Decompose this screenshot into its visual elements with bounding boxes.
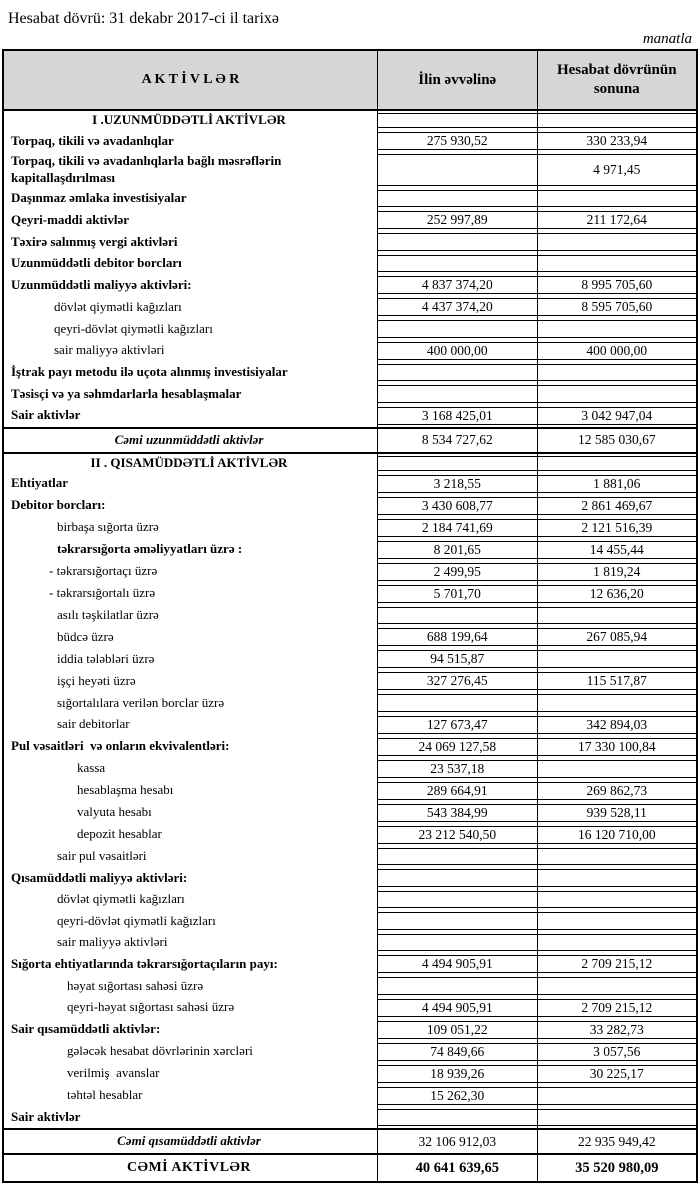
row-label: Sair aktivlər	[11, 1109, 81, 1125]
value-period-end-box: 2 861 469,67	[538, 497, 697, 515]
table-row	[4, 427, 696, 454]
value-period-end-box	[538, 1087, 697, 1105]
value-year-start-box: 289 664,91	[378, 782, 537, 800]
value-year-start-box: 127 673,47	[378, 716, 537, 734]
value-year-start-box	[378, 233, 537, 251]
value-period-end	[537, 362, 697, 384]
table-row	[4, 1128, 696, 1155]
value-year-start-box	[378, 607, 537, 625]
row-label: sair maliyyə aktivləri	[54, 342, 165, 358]
value-year-start	[377, 605, 537, 627]
value-period-end	[537, 296, 697, 318]
value-year-start	[377, 714, 537, 736]
value-year-start-box	[378, 694, 537, 712]
value-period-end-box	[538, 1109, 697, 1127]
row-label: Debitor borcları:	[11, 497, 106, 513]
value-period-end-box: 267 085,94	[538, 628, 697, 646]
value-period-end	[537, 495, 697, 517]
value-year-start	[377, 692, 537, 714]
table-row	[4, 318, 696, 340]
value-year-start-box: 15 262,30	[378, 1087, 537, 1105]
table-row	[4, 802, 696, 824]
value-year-start-box	[378, 934, 537, 952]
value-year-start-box	[378, 456, 537, 471]
column-header-year-start: İlin əvvəlinə	[377, 51, 537, 109]
value-year-start	[377, 495, 537, 517]
value-period-end-box: 269 862,73	[538, 782, 697, 800]
value-year-start-box: 18 939,26	[378, 1065, 537, 1083]
value-year-start-box	[378, 1109, 537, 1127]
row-label: dövlət qiymətli kağızları	[57, 891, 185, 907]
value-period-end-box: 1 881,06	[538, 475, 697, 493]
value-period-end-box: 211 172,64	[538, 211, 697, 229]
value-year-start-box	[378, 190, 537, 208]
row-label: Ehtiyatlar	[11, 475, 69, 491]
value-year-start-box	[378, 977, 537, 995]
value-year-start	[377, 867, 537, 889]
value-period-end-box	[538, 869, 697, 887]
value-period-end-box	[538, 255, 697, 273]
value-year-start	[377, 670, 537, 692]
value-year-start	[377, 780, 537, 802]
value-period-end-box: 3 057,56	[538, 1043, 697, 1061]
value-year-start-box: 2 499,95	[378, 563, 537, 581]
value-period-end	[537, 188, 697, 210]
value-year-start	[377, 318, 537, 340]
value-period-end	[537, 383, 697, 405]
table-row	[4, 867, 696, 889]
value-period-end-box	[538, 891, 697, 909]
row-label: Uzunmüddətli maliyyə aktivləri:	[11, 276, 192, 292]
value-year-start-box: 94 515,87	[378, 650, 537, 668]
assets-table	[2, 49, 698, 1183]
value-year-start	[377, 824, 537, 846]
value-year-start-box: 24 069 127,58	[378, 738, 537, 756]
table-row	[4, 152, 696, 188]
value-period-end	[537, 539, 697, 561]
value-period-end-box: 939 528,11	[538, 804, 697, 822]
value-year-start	[377, 454, 537, 473]
row-label: sair pul vəsaitləri	[57, 848, 147, 864]
value-year-start: 40 641 639,65	[377, 1155, 537, 1181]
table-row	[4, 188, 696, 210]
value-period-end-box: 115 517,87	[538, 672, 697, 690]
value-period-end	[537, 473, 697, 495]
value-year-start	[377, 340, 537, 362]
value-period-end-box: 12 636,20	[538, 585, 697, 603]
value-period-end	[537, 111, 697, 130]
table-row	[4, 209, 696, 231]
value-period-end	[537, 231, 697, 253]
value-period-end	[537, 253, 697, 275]
row-label: kassa	[77, 760, 106, 776]
value-period-end	[537, 583, 697, 605]
value-period-end	[537, 975, 697, 997]
value-year-start	[377, 932, 537, 954]
table-row	[4, 736, 696, 758]
table-row	[4, 405, 696, 427]
value-year-start	[377, 274, 537, 296]
value-period-end	[537, 1107, 697, 1129]
value-period-end	[537, 758, 697, 780]
row-label: Torpaq, tikili və avadanlıqlarla bağlı məsrəflərin kapitallaşdırılması	[11, 153, 285, 185]
table-row	[4, 296, 696, 318]
value-year-start-box: 74 849,66	[378, 1043, 537, 1061]
table-row	[4, 953, 696, 975]
column-header-assets: A K T İ V L Ə R	[141, 72, 240, 87]
value-period-end	[537, 340, 697, 362]
row-label: İştrak payı metodu ilə uçota alınmış investisiyalar	[11, 364, 288, 380]
value-year-start-box: 4 494 905,91	[378, 999, 537, 1017]
table-row	[4, 1155, 696, 1181]
value-period-end-box	[538, 934, 697, 952]
row-label: I .UZUNMÜDDƏTLİ AKTİVLƏR	[92, 112, 286, 128]
value-period-end	[537, 824, 697, 846]
value-year-start	[377, 296, 537, 318]
value-year-start-box: 275 930,52	[378, 132, 537, 150]
row-label: hesablaşma hesabı	[77, 782, 174, 798]
table-row	[4, 454, 696, 473]
value-year-start-box: 4 437 374,20	[378, 298, 537, 316]
value-period-end-box	[538, 456, 697, 471]
value-period-end-box: 30 225,17	[538, 1065, 697, 1083]
value-year-start-box: 543 384,99	[378, 804, 537, 822]
value-year-start	[377, 209, 537, 231]
value-period-end-box: 342 894,03	[538, 716, 697, 734]
table-row	[4, 692, 696, 714]
row-label: Qeyri-maddi aktivlər	[11, 211, 130, 227]
value-year-start	[377, 583, 537, 605]
value-year-start: 8 534 727,62	[377, 429, 537, 452]
value-period-end-box	[538, 385, 697, 403]
table-row	[4, 1085, 696, 1107]
value-year-start	[377, 1107, 537, 1129]
table-row	[4, 670, 696, 692]
row-label: II . QISAMÜDDƏTLİ AKTİVLƏR	[90, 454, 288, 470]
value-year-start	[377, 152, 537, 188]
row-label: qeyri-həyat sığortası sahəsi üzrə	[67, 999, 235, 1015]
value-year-start	[377, 111, 537, 130]
table-header-row	[4, 51, 696, 111]
value-period-end	[537, 152, 697, 188]
value-period-end	[537, 714, 697, 736]
row-label: verilmiş avanslar	[67, 1065, 160, 1081]
value-year-start	[377, 383, 537, 405]
value-period-end	[537, 405, 697, 427]
value-year-start	[377, 975, 537, 997]
value-period-end	[537, 780, 697, 802]
value-year-start: 32 106 912,03	[377, 1130, 537, 1153]
value-period-end	[537, 1085, 697, 1107]
value-year-start	[377, 473, 537, 495]
row-label: dövlət qiymətli kağızları	[54, 298, 182, 314]
value-year-start-box: 5 701,70	[378, 585, 537, 603]
table-row	[4, 231, 696, 253]
value-period-end	[537, 802, 697, 824]
row-label: Sair qısamüddətli aktivlər:	[11, 1021, 161, 1037]
value-period-end	[537, 867, 697, 889]
row-label: sığortalılara verilən borclar üzrə	[57, 694, 225, 710]
value-year-start	[377, 846, 537, 868]
row-label: həyat sığortası sahəsi üzrə	[67, 977, 204, 993]
row-label: gələcək hesabat dövrlərinin xərcləri	[67, 1043, 253, 1059]
value-period-end-box: 1 819,24	[538, 563, 697, 581]
value-year-start-box: 4 837 374,20	[378, 276, 537, 294]
value-year-start	[377, 253, 537, 275]
value-period-end	[537, 1041, 697, 1063]
value-year-start-box	[378, 385, 537, 403]
currency-note: manatla	[642, 31, 692, 47]
value-period-end-box: 2 121 516,39	[538, 519, 697, 537]
value-period-end	[537, 1063, 697, 1085]
value-period-end	[537, 274, 697, 296]
value-period-end-box: 400 000,00	[538, 342, 697, 360]
value-period-end	[537, 605, 697, 627]
value-period-end	[537, 846, 697, 868]
table-row	[4, 780, 696, 802]
value-period-end-box	[538, 912, 697, 930]
value-period-end-box: 14 455,44	[538, 541, 697, 559]
value-period-end	[537, 517, 697, 539]
table-row	[4, 910, 696, 932]
row-label: işçi heyəti üzrə	[57, 672, 136, 688]
value-period-end-box	[538, 848, 697, 866]
row-label: təhtəl hesablar	[67, 1087, 143, 1103]
table-row	[4, 539, 696, 561]
value-year-start	[377, 1063, 537, 1085]
value-period-end-box	[538, 233, 697, 251]
value-period-end-box	[538, 113, 697, 128]
value-year-start-box: 23 212 540,50	[378, 826, 537, 844]
row-label: sair maliyyə aktivləri	[57, 934, 168, 950]
value-year-start	[377, 362, 537, 384]
row-label: Cəmi uzunmüddətli aktivlər	[114, 431, 264, 447]
row-label: sair debitorlar	[57, 716, 130, 732]
value-year-start-box: 4 494 905,91	[378, 955, 537, 973]
value-year-start	[377, 802, 537, 824]
table-body	[4, 111, 696, 1181]
value-year-start-box	[378, 848, 537, 866]
value-year-start-box: 3 430 608,77	[378, 497, 537, 515]
value-period-end-box	[538, 760, 697, 778]
value-year-start	[377, 231, 537, 253]
table-row	[4, 626, 696, 648]
row-label: təkrarsığorta əməliyyatları üzrə :	[57, 541, 243, 557]
value-period-end-box	[538, 694, 697, 712]
table-row	[4, 517, 696, 539]
table-row	[4, 362, 696, 384]
value-period-end-box	[538, 977, 697, 995]
value-year-start	[377, 889, 537, 911]
value-year-start-box: 327 276,45	[378, 672, 537, 690]
value-period-end-box: 33 282,73	[538, 1021, 697, 1039]
value-period-end	[537, 626, 697, 648]
value-period-end-box: 17 330 100,84	[538, 738, 697, 756]
value-period-end: 22 935 949,42	[537, 1130, 697, 1153]
value-year-start-box	[378, 255, 537, 273]
row-label: Cəmi qısamüddətli aktivlər	[117, 1133, 261, 1149]
row-label: Təxirə salınmış vergi aktivləri	[11, 233, 178, 249]
value-period-end-box: 2 709 215,12	[538, 999, 697, 1017]
value-year-start	[377, 539, 537, 561]
value-year-start-box	[378, 320, 537, 338]
value-year-start	[377, 758, 537, 780]
table-row	[4, 824, 696, 846]
value-period-end-box: 2 709 215,12	[538, 955, 697, 973]
value-period-end	[537, 318, 697, 340]
value-year-start	[377, 561, 537, 583]
row-label: Sair aktivlər	[11, 407, 81, 423]
value-period-end-box: 330 233,94	[538, 132, 697, 150]
value-period-end	[537, 910, 697, 932]
row-label: birbaşa sığorta üzrə	[57, 519, 159, 535]
row-label: iddia tələbləri üzrə	[57, 650, 155, 666]
value-period-end	[537, 561, 697, 583]
table-row	[4, 1019, 696, 1041]
value-year-start-box: 8 201,65	[378, 541, 537, 559]
table-row	[4, 932, 696, 954]
value-year-start	[377, 953, 537, 975]
table-row	[4, 274, 696, 296]
value-period-end-box	[538, 607, 697, 625]
table-row	[4, 975, 696, 997]
value-period-end	[537, 209, 697, 231]
value-year-start-box: 688 199,64	[378, 628, 537, 646]
table-row	[4, 561, 696, 583]
column-header-period-end: Hesabat dövrünün sonuna	[537, 51, 697, 109]
value-period-end-box	[538, 650, 697, 668]
table-row	[4, 130, 696, 152]
table-row	[4, 997, 696, 1019]
value-year-start	[377, 188, 537, 210]
table-row	[4, 1107, 696, 1129]
value-period-end-box: 8 995 705,60	[538, 276, 697, 294]
value-year-start-box: 109 051,22	[378, 1021, 537, 1039]
row-label: depozit hesablar	[77, 826, 162, 842]
table-row	[4, 253, 696, 275]
value-year-start	[377, 130, 537, 152]
table-row	[4, 758, 696, 780]
value-year-start	[377, 910, 537, 932]
value-period-end	[537, 648, 697, 670]
value-period-end	[537, 932, 697, 954]
value-year-start-box	[378, 154, 537, 186]
value-year-start-box: 3 168 425,01	[378, 407, 537, 425]
value-period-end	[537, 953, 697, 975]
table-row	[4, 605, 696, 627]
value-period-end	[537, 130, 697, 152]
row-label: Uzunmüddətli debitor borcları	[11, 255, 182, 271]
value-period-end	[537, 670, 697, 692]
table-row	[4, 1063, 696, 1085]
table-row	[4, 583, 696, 605]
value-year-start	[377, 648, 537, 670]
row-label: CƏMİ AKTİVLƏR	[126, 1160, 252, 1176]
value-period-end	[537, 692, 697, 714]
row-label: Pul vəsaitləri və onların ekvivalentləri:	[11, 738, 230, 754]
row-label: Qısamüddətli maliyyə aktivləri:	[11, 869, 188, 885]
value-year-start-box: 23 537,18	[378, 760, 537, 778]
value-period-end	[537, 736, 697, 758]
value-year-start-box: 2 184 741,69	[378, 519, 537, 537]
value-year-start	[377, 1019, 537, 1041]
table-row	[4, 1041, 696, 1063]
table-row	[4, 383, 696, 405]
table-row	[4, 111, 696, 130]
value-period-end: 12 585 030,67	[537, 429, 697, 452]
value-period-end	[537, 1019, 697, 1041]
value-period-end-box: 16 120 710,00	[538, 826, 697, 844]
table-row	[4, 340, 696, 362]
value-period-end-box	[538, 320, 697, 338]
row-label: valyuta hesabı	[77, 804, 152, 820]
value-year-start	[377, 1041, 537, 1063]
value-year-start-box	[378, 912, 537, 930]
row-label: Torpaq, tikili və avadanlıqlar	[11, 132, 174, 148]
value-period-end-box: 4 971,45	[538, 154, 697, 186]
value-year-start	[377, 626, 537, 648]
table-row	[4, 846, 696, 868]
value-period-end: 35 520 980,09	[537, 1155, 697, 1181]
value-year-start-box	[378, 869, 537, 887]
value-year-start-box: 252 997,89	[378, 211, 537, 229]
value-year-start-box: 3 218,55	[378, 475, 537, 493]
row-label: asılı təşkilatlar üzrə	[57, 607, 159, 623]
value-year-start-box	[378, 364, 537, 382]
value-year-start	[377, 517, 537, 539]
row-label: qeyri-dövlət qiymətli kağızları	[54, 320, 213, 336]
value-period-end	[537, 454, 697, 473]
value-year-start-box	[378, 113, 537, 128]
row-label: büdcə üzrə	[57, 628, 114, 644]
table-row	[4, 648, 696, 670]
value-year-start-box	[378, 891, 537, 909]
value-year-start	[377, 1085, 537, 1107]
value-year-start	[377, 997, 537, 1019]
report-period-title: Hesabat dövrü: 31 dekabr 2017-ci il tarixə	[8, 10, 280, 27]
value-period-end	[537, 889, 697, 911]
row-label: - təkrarsığortaçı üzrə	[49, 563, 158, 579]
value-year-start	[377, 736, 537, 758]
table-row	[4, 473, 696, 495]
table-row	[4, 714, 696, 736]
row-label: qeyri-dövlət qiymətli kağızları	[57, 912, 216, 928]
row-label: Təsisçi və ya səhmdarlarla hesablaşmalar	[11, 385, 242, 401]
table-row	[4, 495, 696, 517]
row-label: Daşınmaz əmlaka investisiyalar	[11, 190, 187, 206]
value-year-start	[377, 405, 537, 427]
value-period-end-box	[538, 190, 697, 208]
value-year-start-box: 400 000,00	[378, 342, 537, 360]
value-period-end-box: 8 595 705,60	[538, 298, 697, 316]
row-label: Sığorta ehtiyatlarında təkrarsığortaçıların payı:	[11, 955, 278, 971]
value-period-end-box: 3 042 947,04	[538, 407, 697, 425]
value-period-end	[537, 997, 697, 1019]
value-period-end-box	[538, 364, 697, 382]
row-label: - təkrarsığortalı üzrə	[49, 585, 156, 601]
table-row	[4, 889, 696, 911]
